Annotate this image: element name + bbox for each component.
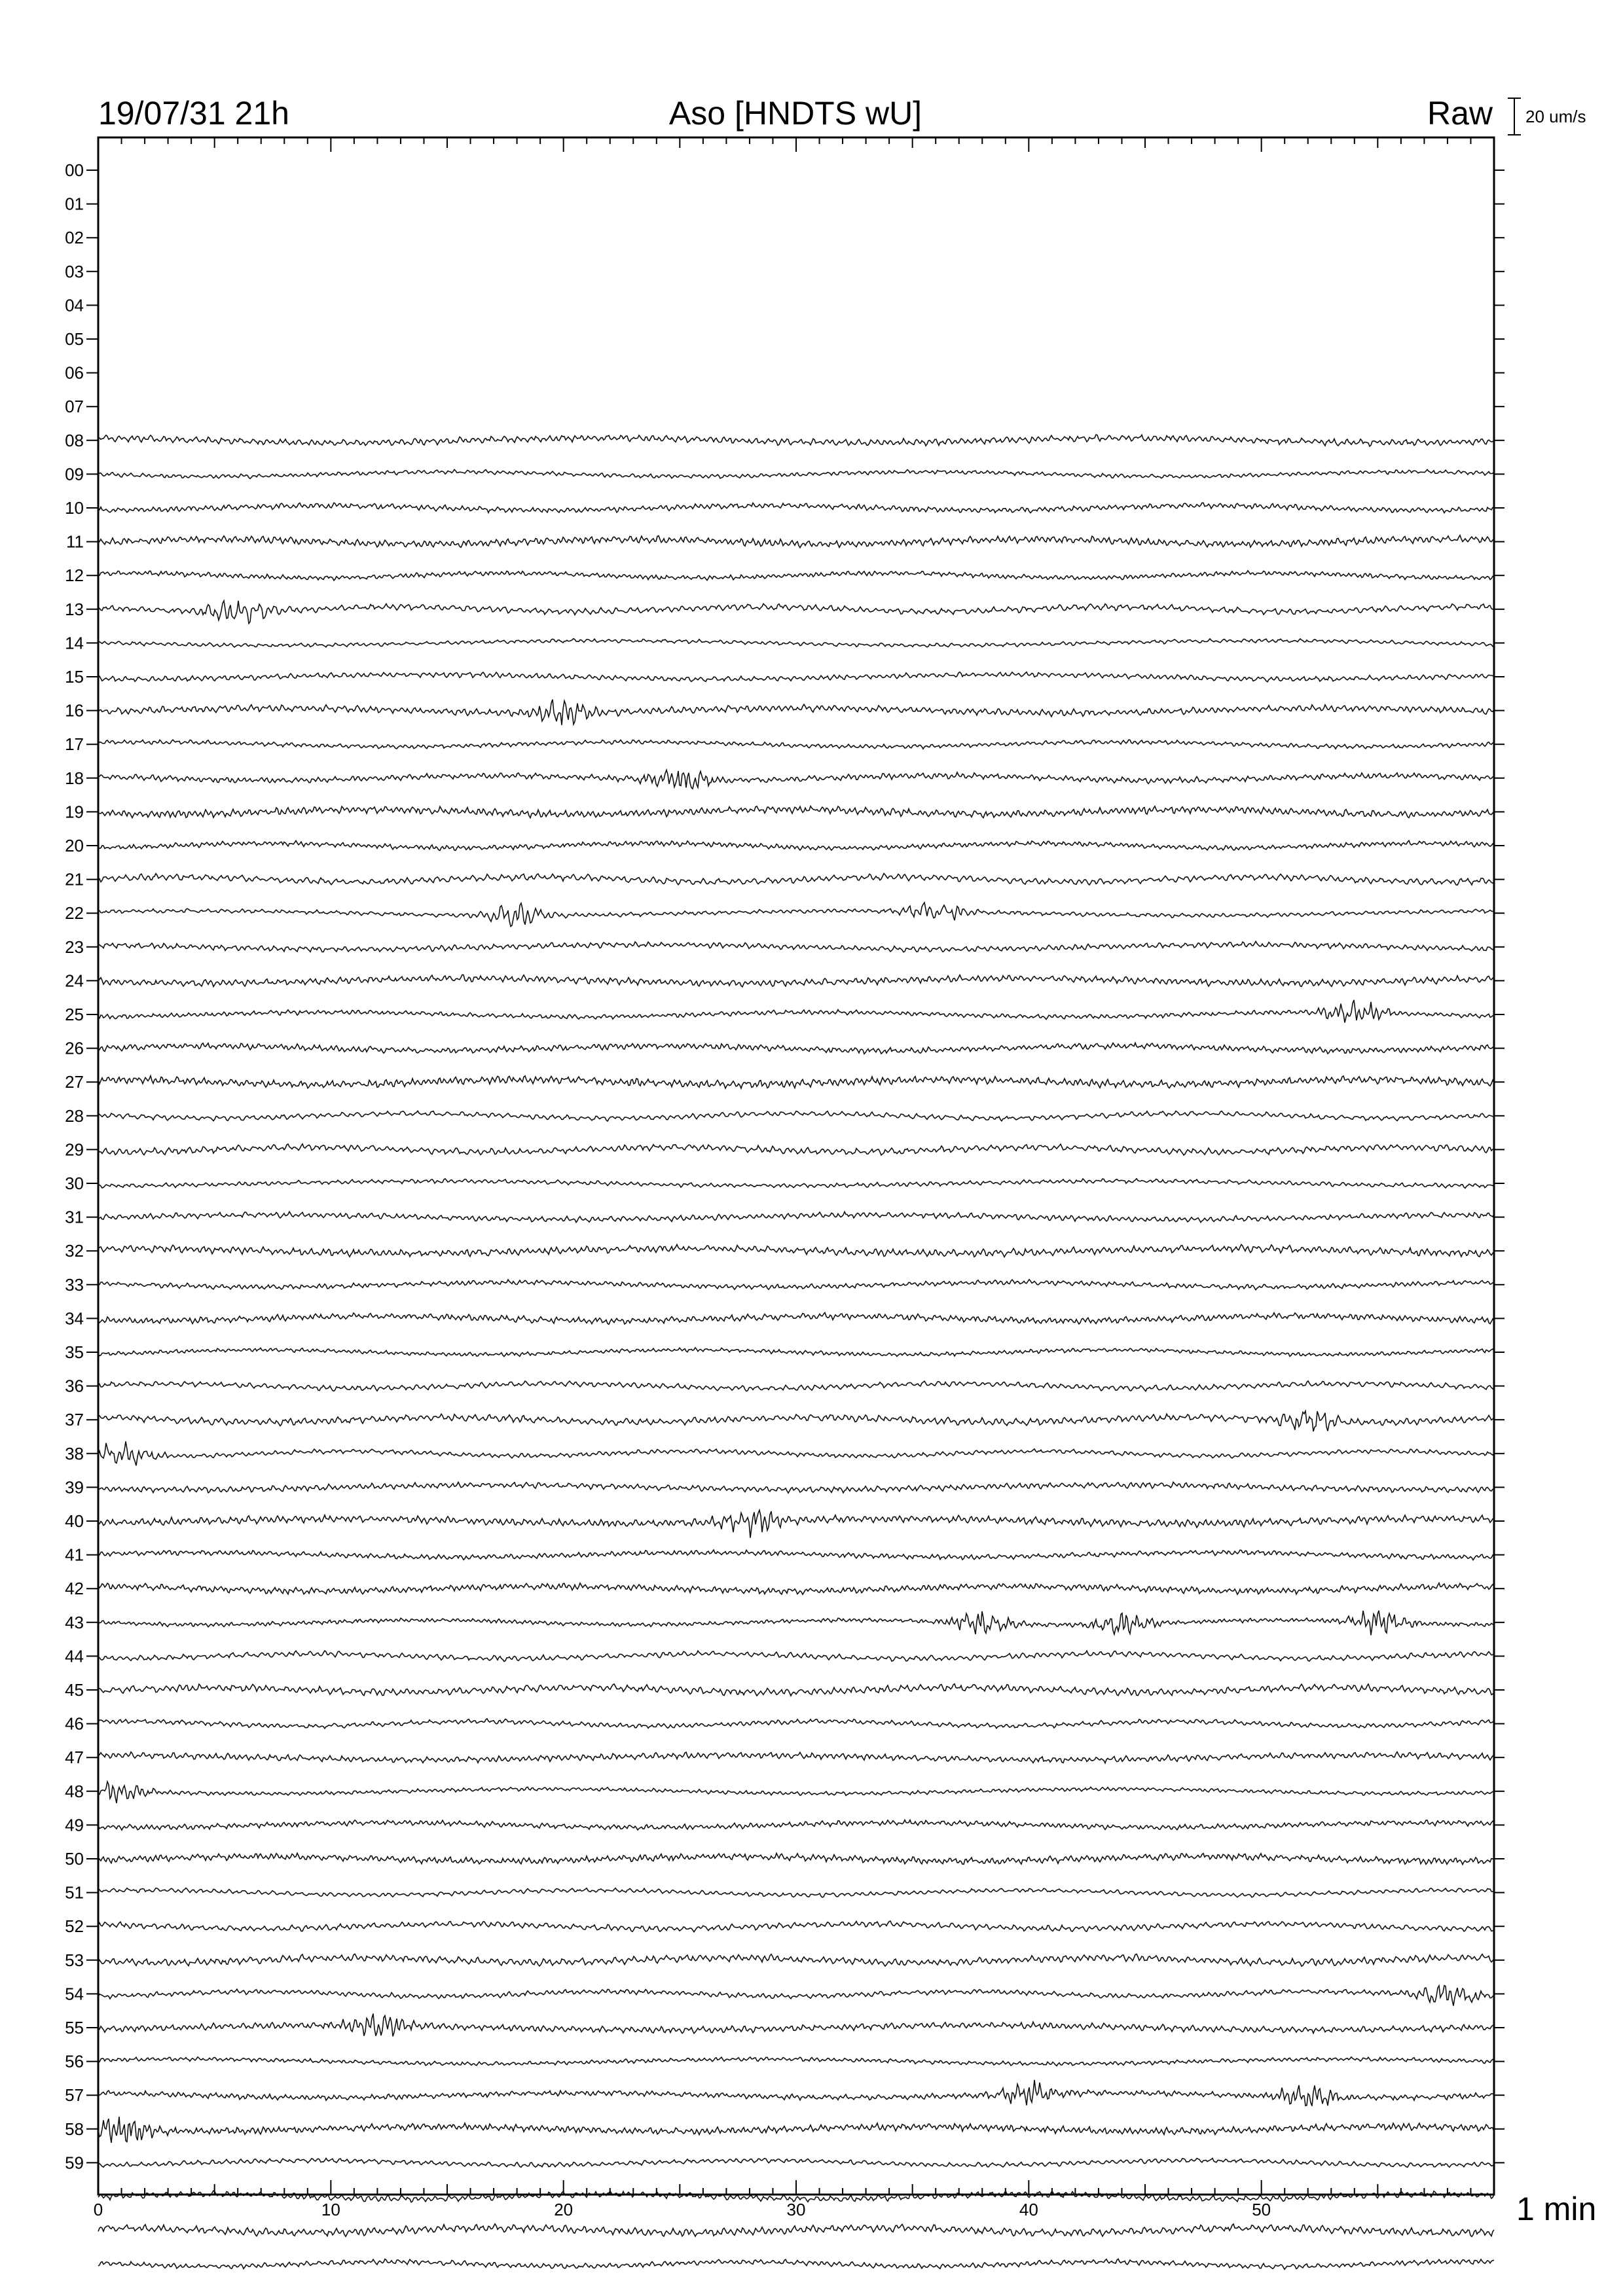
seismic-trace-35 (98, 1348, 1494, 1357)
row-label: 32 (65, 1241, 84, 1261)
seismic-trace-37 (98, 1411, 1494, 1431)
row-label: 08 (65, 430, 84, 450)
row-labels (65, 160, 98, 2172)
row-label: 04 (65, 295, 84, 315)
row-label: 24 (65, 971, 84, 991)
seismic-trace-36 (98, 1381, 1494, 1391)
seismic-trace-54 (98, 1986, 1494, 2006)
seismic-trace-19 (98, 806, 1494, 818)
traces (98, 435, 1494, 2269)
seismic-trace-23 (98, 941, 1494, 952)
seismic-trace-45 (98, 1684, 1494, 1696)
row-label: 22 (65, 903, 84, 924)
row-label: 37 (65, 1410, 84, 1430)
row-label: 06 (65, 363, 84, 383)
row-label: 11 (66, 531, 84, 552)
row-label: 56 (65, 2051, 84, 2072)
seismic-trace-30 (98, 1179, 1494, 1189)
x-unit-label: 1 min (1516, 2191, 1597, 2227)
seismic-trace-31 (98, 1211, 1494, 1222)
row-label: 29 (65, 1139, 84, 1160)
row-label: 44 (65, 1646, 84, 1666)
seismic-trace-26 (98, 1043, 1494, 1054)
seismic-trace-40 (98, 1510, 1494, 1537)
row-label: 05 (65, 329, 84, 349)
seismic-trace-49 (98, 1820, 1494, 1831)
row-label: 25 (65, 1005, 84, 1024)
seismic-trace-24 (98, 975, 1494, 987)
seismic-trace-11 (98, 535, 1494, 548)
seismic-trace-9 (98, 469, 1494, 478)
seismic-trace-8 (98, 435, 1494, 446)
seismic-trace-46 (98, 1719, 1494, 1729)
seismic-trace-22 (98, 903, 1494, 927)
seismic-trace-42 (98, 1583, 1494, 1595)
header-mode: Raw (1427, 95, 1493, 132)
seismic-trace-50 (98, 1853, 1494, 1864)
row-label: 51 (65, 1882, 84, 1903)
row-label: 41 (65, 1545, 84, 1565)
seismic-trace-41 (98, 1550, 1494, 1560)
x-tick-label: 0 (93, 2200, 103, 2219)
row-label: 26 (65, 1038, 84, 1058)
row-label: 28 (65, 1105, 84, 1126)
row-label: 01 (65, 194, 84, 214)
plot-frame (98, 137, 1494, 2195)
seismic-trace-61 (98, 2224, 1494, 2236)
seismic-trace-15 (98, 672, 1494, 682)
seismic-trace-53 (98, 1954, 1494, 1966)
row-label: 30 (65, 1174, 84, 1193)
row-label: 54 (65, 1984, 84, 2004)
row-label: 03 (65, 261, 84, 281)
row-label: 00 (65, 160, 84, 180)
row-label: 13 (65, 599, 84, 619)
header-station: Aso [HNDTS wU] (668, 95, 922, 132)
row-label: 12 (65, 565, 84, 586)
row-label: 17 (65, 734, 84, 755)
seismic-trace-29 (98, 1144, 1494, 1155)
seismic-trace-58 (98, 2117, 1494, 2143)
row-label: 23 (65, 937, 84, 957)
row-label: 53 (65, 1950, 84, 1970)
seismic-trace-43 (98, 1611, 1494, 1636)
seismic-trace-39 (98, 1482, 1494, 1494)
header-datetime: 19/07/31 21h (98, 95, 289, 132)
row-label: 35 (65, 1342, 84, 1362)
row-label: 58 (65, 2119, 84, 2139)
seismic-trace-33 (98, 1280, 1494, 1290)
amplitude-scale-bar (1508, 98, 1521, 135)
row-label: 19 (65, 802, 84, 822)
x-tick-label: 40 (1019, 2200, 1038, 2219)
seismic-trace-44 (98, 1651, 1494, 1661)
row-label: 02 (65, 228, 84, 248)
seismic-trace-18 (98, 770, 1494, 789)
row-label: 18 (65, 768, 84, 788)
seismic-trace-47 (98, 1752, 1494, 1763)
x-tick-label: 50 (1252, 2200, 1271, 2219)
x-tick-label: 30 (786, 2200, 806, 2219)
row-label: 20 (65, 836, 84, 855)
seismic-trace-48 (98, 1782, 1494, 1803)
row-label: 42 (65, 1579, 84, 1599)
row-label: 36 (65, 1376, 84, 1396)
seismic-trace-57 (98, 2080, 1494, 2106)
frame-ticks (98, 137, 1504, 2195)
row-label: 52 (65, 1916, 84, 1937)
row-label: 55 (65, 2018, 84, 2037)
seismic-trace-55 (98, 2014, 1494, 2037)
row-label: 09 (65, 464, 84, 484)
row-label: 14 (65, 633, 84, 653)
seismic-trace-34 (98, 1313, 1494, 1325)
row-label: 40 (65, 1511, 84, 1531)
row-label: 33 (65, 1274, 84, 1295)
seismic-trace-17 (98, 740, 1494, 749)
row-label: 39 (65, 1477, 84, 1498)
row-label: 46 (65, 1713, 84, 1734)
seismic-trace-10 (98, 503, 1494, 513)
row-label: 59 (65, 2153, 84, 2173)
seismic-trace-52 (98, 1921, 1494, 1932)
x-tick-label: 20 (554, 2200, 574, 2219)
row-label: 49 (65, 1815, 84, 1835)
row-label: 27 (65, 1072, 84, 1092)
row-label: 43 (65, 1612, 84, 1632)
seismic-trace-56 (98, 2057, 1494, 2066)
seismic-trace-51 (98, 1888, 1494, 1897)
seismic-trace-25 (98, 1000, 1494, 1023)
seismic-trace-12 (98, 571, 1494, 581)
row-label: 47 (65, 1748, 84, 1768)
row-label: 38 (65, 1443, 84, 1463)
row-label: 57 (65, 2085, 84, 2106)
seismic-trace-32 (98, 1244, 1494, 1257)
row-label: 16 (65, 700, 84, 721)
x-axis-labels (94, 2200, 1271, 2219)
seismic-trace-21 (98, 874, 1494, 886)
row-label: 15 (65, 667, 84, 687)
row-label: 07 (65, 397, 84, 417)
row-label: 10 (65, 498, 84, 518)
seismic-trace-59 (98, 2159, 1494, 2168)
seismic-trace-38 (98, 1441, 1494, 1465)
seismic-trace-28 (98, 1111, 1494, 1121)
seismic-trace-13 (98, 601, 1494, 624)
amplitude-scale-label: 20 um/s (1525, 107, 1586, 126)
row-label: 45 (65, 1680, 84, 1700)
seismic-trace-14 (98, 639, 1494, 647)
row-label: 21 (65, 869, 84, 889)
row-label: 48 (65, 1781, 84, 1801)
x-tick-label: 10 (321, 2200, 340, 2219)
row-label: 34 (65, 1308, 84, 1329)
seismic-trace-20 (98, 840, 1494, 850)
seismic-trace-16 (98, 700, 1494, 725)
seismic-trace-62 (98, 2259, 1494, 2269)
row-label: 50 (65, 1849, 84, 1869)
row-label: 31 (65, 1207, 84, 1227)
seismic-trace-27 (98, 1076, 1494, 1088)
